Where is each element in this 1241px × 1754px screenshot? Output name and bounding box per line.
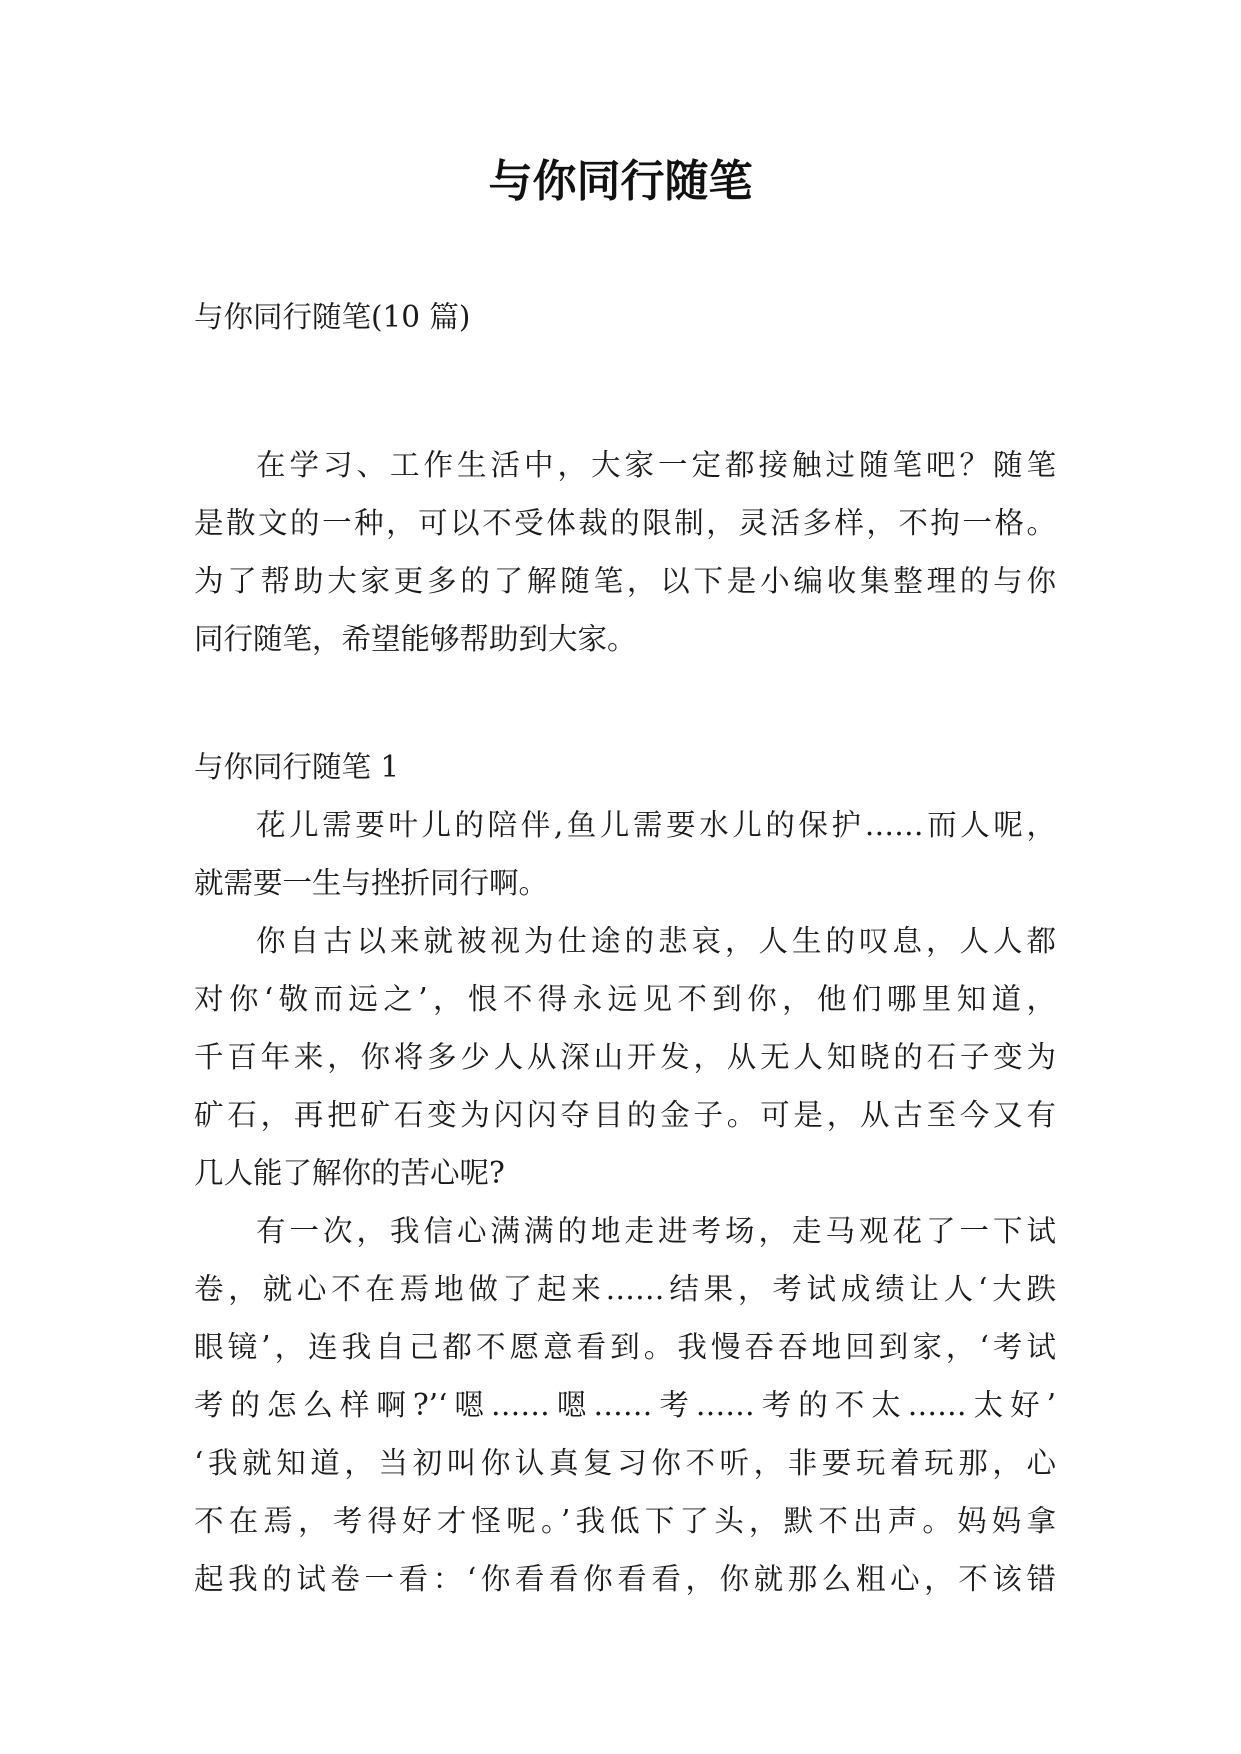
section-heading: 与你同行随笔 1	[194, 750, 400, 784]
paragraph-line: 为了帮助大家更多的了解随笔，以下是小编收集整理的与你	[194, 564, 1056, 598]
document-body	[194, 288, 1056, 1608]
paragraph-line: 就需要一生与挫折同行啊。	[194, 866, 549, 900]
subtitle: 与你同行随笔(10 篇)	[194, 300, 471, 334]
paragraph-line: 几人能了解你的苦心呢?	[194, 1156, 505, 1190]
body-paragraph	[194, 796, 1056, 912]
body-paragraph	[194, 1202, 1056, 1608]
paragraph-line: 考的怎么样啊?’‘嗯……嗯……考……考的不太……太好’	[194, 1388, 1056, 1422]
paragraph-line: 你自古以来就被视为仕途的悲哀，人生的叹息，人人都	[256, 924, 1056, 958]
paragraph-line: 对你‘敬而远之’，恨不得永远见不到你，他们哪里知道，	[194, 982, 1056, 1016]
paragraph-line: 有一次，我信心满满的地走进考场，走马观花了一下试	[256, 1214, 1056, 1248]
paragraph-line: 不在焉，考得好才怪呢。’我低下了头，默不出声。妈妈拿	[194, 1504, 1056, 1538]
paragraph-line: 千百年来，你将多少人从深山开发，从无人知晓的石子变为	[194, 1040, 1056, 1074]
paragraph-line: 起我的试卷一看：‘你看看你看看，你就那么粗心，不该错	[194, 1562, 1056, 1596]
document-title: 与你同行随笔	[488, 156, 753, 207]
paragraph-line: 花儿需要叶儿的陪伴,鱼儿需要水儿的保护……而人呢，	[256, 808, 1056, 842]
body-paragraph	[194, 912, 1056, 1202]
spacer	[194, 346, 1056, 436]
paragraph-line: 卷，就心不在焉地做了起来……结果，考试成绩让人‘大跌	[194, 1272, 1056, 1306]
paragraph-line: 同行随笔，希望能够帮助到大家。	[194, 622, 637, 656]
paragraph-line: 矿石，再把矿石变为闪闪夺目的金子。可是，从古至今又有	[194, 1098, 1056, 1132]
intro-paragraph	[194, 436, 1056, 668]
spacer	[194, 668, 1056, 738]
paragraph-line: 在学习、工作生活中，大家一定都接触过随笔吧？随笔	[256, 448, 1056, 482]
paragraph-line: 眼镜’，连我自己都不愿意看到。我慢吞吞地回到家，‘考试	[194, 1330, 1056, 1364]
paragraph-line: 是散文的一种，可以不受体裁的限制，灵活多样，不拘一格。	[194, 506, 1056, 540]
paragraph-line: ‘我就知道，当初叫你认真复习你不听，非要玩着玩那，心	[194, 1446, 1056, 1480]
